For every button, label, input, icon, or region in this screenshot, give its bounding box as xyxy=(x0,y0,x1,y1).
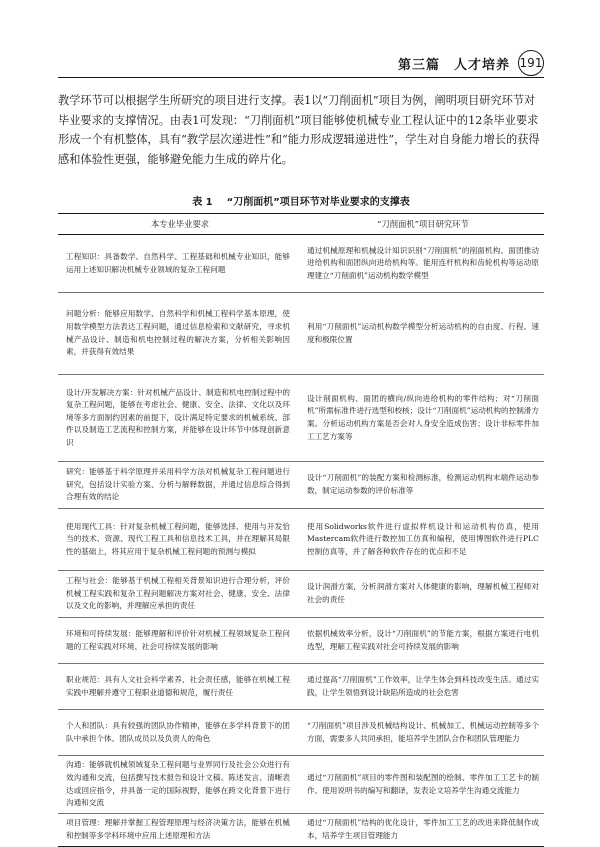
column-header-requirement: 本专业毕业要求 xyxy=(58,214,302,235)
section-title: 第三篇 人才培养 xyxy=(397,57,510,73)
project-link-cell: “刀削面机”项目涉及机械结构设计、机械加工、机械运动控制等多个方面，需要多人共同承担，能培养学生团队合作和团队管理能力 xyxy=(302,710,544,756)
project-link-cell: 通过提高“刀削面机”工作效率，让学生体会到科技改变生活。通过实践，让学生领悟到设计缺陷所造成的社会危害 xyxy=(302,664,544,710)
project-link-cell: 设计“刀削面机”的装配方案和检测标准，检测运动机构末端件运动参数，制定运动参数的评价标准等 xyxy=(302,462,544,509)
table-title: “刀削面机”项目环节对毕业要求的支撑表 xyxy=(226,197,410,208)
requirement-cell: 工程知识：具备数学、自然科学、工程基础和机械专业知识，能够运用上述知识解决机械专业领域的复杂工程问题 xyxy=(58,235,302,293)
project-link-cell: 利用“刀削面机”运动机构数学模型分析运动机构的自由度、行程、速度和极限位置 xyxy=(302,293,544,375)
requirement-cell: 职业规范：具有人文社会科学素养、社会责任感，能够在机械工程实践中理解并遵守工程职业道德和规范，履行责任 xyxy=(58,664,302,710)
support-table xyxy=(58,213,544,847)
requirement-cell: 设计/开发解决方案：针对机械产品设计、制造和机电控制过程中的复杂工程问题，能够在考虑社会、健康、安全、法律、文化以及环境等多方面制约因素的前提下，设计满足特定要求的机械系统、部件以及制造工艺流程和控制方案，并能够在设计环节中体现创新意识 xyxy=(58,375,302,462)
project-link-cell: 设计润滑方案，分析润滑方案对人体健康的影响，理解机械工程师对社会的责任 xyxy=(302,571,544,618)
table-row xyxy=(58,571,544,618)
table-row xyxy=(58,293,544,375)
table-row xyxy=(58,235,544,293)
project-link-cell: 通过“刀削面机”项目的零件图和装配图的绘制、零件加工工艺卡的制作、使用说明书的编写和翻译，发表论文培养学生沟通交流能力 xyxy=(302,756,544,814)
table-row xyxy=(58,664,544,710)
table-row xyxy=(58,509,544,571)
requirement-cell: 沟通：能够就机械领域复杂工程问题与业界同行及社会公众进行有效沟通和交流，包括撰写技术报告和设计文稿、陈述发言、清晰表达或回应指令，并具备一定的国际视野，能够在跨文化背景下进行沟通和交流 xyxy=(58,756,302,814)
requirement-cell: 研究：能够基于科学原理并采用科学方法对机械复杂工程问题进行研究，包括设计实验方案、分析与解释数据，并通过信息综合得到合理有效的结论 xyxy=(58,462,302,509)
requirement-cell: 环境和可持续发展：能够理解和评价针对机械工程领域复杂工程问题的工程实践对环境、社会可持续发展的影响 xyxy=(58,618,302,664)
table-number: 表 1 xyxy=(192,197,213,208)
requirement-cell: 问题分析：能够应用数学、自然科学和机械工程科学基本原理，使用数学模型方法表达工程问题，通过信息检索和文献研究，寻求机械产品设计、制造和机电控制过程的解决方案，分析相关影响因素，并获得有效结果 xyxy=(58,293,302,375)
table-row xyxy=(58,375,544,462)
project-link-cell: 通过“刀削面机”结构的优化设计，零件加工工艺的改进来降低制作成本，培养学生项目管理能力 xyxy=(302,814,544,847)
table-row xyxy=(58,462,544,509)
table-row xyxy=(58,618,544,664)
requirement-cell: 工程与社会：能够基于机械工程相关背景知识进行合理分析，评价机械工程实践和复杂工程问题解决方案对社会、健康、安全、法律以及文化的影响，并理解应承担的责任 xyxy=(58,571,302,618)
header-divider xyxy=(58,77,544,78)
requirement-cell: 个人和团队：具有较强的团队协作精神，能够在多学科背景下的团队中承担个体、团队成员以及负责人的角色 xyxy=(58,710,302,756)
project-link-cell: 通过机械原理和机械设计知识识别“刀削面机”的削面机构、面团推动进给机构和面团纵向进给机构等。能用连杆机构和齿轮机构等运动原理建立“刀削面机”运动机构数学模型 xyxy=(302,235,544,293)
project-link-cell: 依据机械效率分析，设计“刀削面机”的节能方案，根据方案进行电机选型，理解工程实践对社会可持续发展的影响 xyxy=(302,618,544,664)
column-header-project-link: “刀削面机”项目研究环节 xyxy=(302,214,544,235)
page-number: 191 xyxy=(518,50,544,76)
project-link-cell: 设计削面机构、面团的横向/纵向进给机构的零件结构；对“刀削面机”所需标准件进行选型和校核；设计“刀削面机”运动机构的控制滑方案。分析运动机构方案是否会对人身安全造成伤害；设计非标零件加工工艺方案等 xyxy=(302,375,544,462)
intro-text: 教学环节可以根据学生所研究的项目进行支撑。表1以“刀削面机”项目为例，阐明项目研究环节对毕业要求的支撑情况。由表1可发现：“刀削面机”项目能够使机械专业工程认证中的12条毕业要求形成一个有机整体，具有“教学层次递进性”和“能力形成逻辑递进性”，学生对自身能力增长的获得感和体验性更强，能够避免能力生成的碎片化。 xyxy=(58,94,540,166)
project-link-cell: 使用Solidworks软件进行虚拟样机设计和运动机构仿真，使用Mastercam软件进行数控加工仿真和编程，使用博图软件进行PLC控制仿真等，并了解各种软件存在的优点和不足 xyxy=(302,509,544,571)
intro-paragraph xyxy=(58,91,544,169)
table-header-row xyxy=(58,214,544,235)
requirement-cell: 项目管理：理解并掌握工程管理原理与经济决策方法，能够在机械和控制等多学科环境中应用上述原理和方法 xyxy=(58,814,302,847)
table-caption xyxy=(58,193,544,208)
table-row xyxy=(58,756,544,814)
table-row xyxy=(58,710,544,756)
requirement-cell: 使用现代工具：针对复杂机械工程问题，能够选择、使用与开发恰当的技术、资源、现代工程工具和信息技术工具，并在理解其局限性的基础上，将其应用于复杂机械工程问题的预测与模拟 xyxy=(58,509,302,571)
running-header xyxy=(398,50,544,76)
table-row xyxy=(58,814,544,847)
